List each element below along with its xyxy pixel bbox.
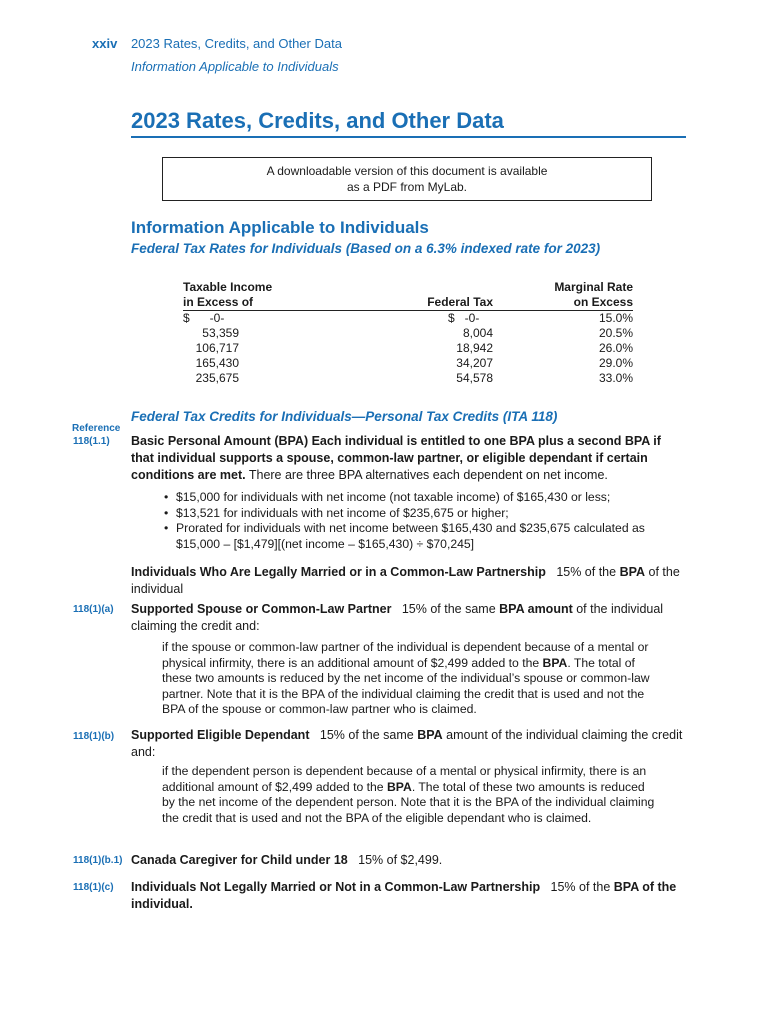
cell-tax-value: 54,578 [456, 371, 493, 385]
table-row [183, 341, 633, 356]
married-bold: Individuals Who Are Legally Married or in a Common-Law Partnership [131, 565, 546, 579]
download-notice [162, 157, 652, 201]
table-row [183, 356, 633, 371]
dependant-text1: 15% of the same [319, 728, 418, 742]
spouse-bold2: BPA amount [499, 602, 573, 616]
cell-income-value: 106,717 [195, 341, 239, 355]
cell-rate: 29.0% [598, 356, 633, 370]
cell-tax [293, 341, 493, 356]
dependant-detail-2: . The total of these two amounts is reduced by the net income of the dependent person. Note that it is the BPA of the individual claiming the credit that is used and not the BPA of the eligible dependant who is claimed. [162, 779, 655, 825]
page-number: xxiv [92, 36, 118, 51]
spouse-text2: of the individual claiming the credit and: [131, 602, 664, 633]
header-income [183, 280, 293, 311]
running-head [92, 36, 342, 51]
dependant-bold: Supported Eligible Dependant [131, 728, 310, 742]
reference-118-1-1: 118(1.1) [73, 436, 110, 447]
cell-tax [293, 311, 493, 327]
spouse-text1: 15% of the same [401, 602, 500, 616]
list-item: • Prorated for individuals with net income between $165,430 and $235,675 calculated as $15,000 – [$1,479][(net income – $165,430) ÷ $70,245] [162, 521, 682, 552]
cell-income-value: 165,430 [195, 356, 239, 370]
not-married-bold2: BPA of the individual. [131, 880, 677, 911]
table-row [183, 311, 633, 327]
reference-118-1-a: 118(1)(a) [73, 604, 114, 615]
cell-rate: 33.0% [598, 371, 633, 385]
cell-income [183, 371, 293, 386]
cell-tax [293, 326, 493, 341]
cell-rate: 20.5% [598, 326, 633, 340]
header-rate-line2: on Excess [573, 295, 633, 309]
notice-line-2: as a PDF from MyLab. [346, 180, 468, 194]
header-tax-label: Federal Tax [427, 295, 493, 309]
credits-heading: Federal Tax Credits for Individuals—Personal Tax Credits (ITA 118) [131, 409, 558, 424]
list-item: • $13,521 for individuals with net income of $235,675 or higher; [162, 506, 682, 522]
table-header-row [183, 280, 633, 311]
dependant-detail [162, 764, 659, 826]
caregiver-text: 15% of $2,499. [358, 853, 443, 867]
notice-line-1: A downloadable version of this document is available [266, 164, 548, 178]
reference-label: Reference [72, 423, 121, 434]
running-head-subtitle: Information Applicable to Individuals [131, 59, 339, 74]
cell-income-value: 53,359 [202, 326, 239, 340]
caregiver-bold: Canada Caregiver for Child under 18 [131, 853, 348, 867]
dependant-paragraph [131, 727, 687, 761]
cell-tax-value: 34,207 [456, 356, 493, 370]
married-text2: of the individual [131, 565, 680, 596]
page-title: 2023 Rates, Credits, and Other Data [131, 108, 686, 138]
cell-rate: 15.0% [598, 311, 633, 325]
not-married-bold: Individuals Not Legally Married or Not in a Common-Law Partnership [131, 880, 541, 894]
bpa-paragraph [131, 433, 687, 484]
cell-tax-value: $ -0- [448, 311, 480, 325]
spouse-detail-bold: BPA [542, 655, 568, 670]
dependant-detail-1: if the dependent person is dependent because of a mental or physical infirmity, there is an additional amount of $2,499 added to the [162, 764, 647, 794]
not-married-text: 15% of the [550, 880, 611, 894]
header-income-line1: Taxable Income [183, 280, 273, 294]
reference-118-1-c: 118(1)(c) [73, 882, 114, 893]
bpa-bold-text: Basic Personal Amount (BPA) Each individual is entitled to one BPA plus a second BPA if that individual supports a spouse, common-law partner, or eligible dependant if certain conditions are met. [131, 434, 661, 482]
running-head-title: 2023 Rates, Credits, and Other Data [130, 36, 342, 51]
header-income-line2: in Excess of [183, 295, 254, 309]
not-married-paragraph [131, 879, 687, 913]
cell-income [183, 341, 293, 356]
dependant-bold2: BPA [417, 728, 443, 742]
spouse-detail-1: if the spouse or common-law partner of the individual is dependent because of a mental or physical infirmity, there is an additional amount of $2,499 added to the [162, 640, 649, 670]
bpa-bullet-list [162, 490, 682, 552]
reference-118-1-b1: 118(1)(b.1) [73, 855, 123, 866]
reference-118-1-b: 118(1)(b) [73, 731, 115, 742]
section-heading: Information Applicable to Individuals [131, 218, 429, 237]
dependant-text2: amount of the individual claiming the credit and: [131, 728, 683, 759]
spouse-detail [162, 640, 659, 718]
header-rate-line1: Marginal Rate [554, 280, 633, 294]
spouse-detail-2: . The total of these two amounts is reduced by the net income of the individual’s spouse or common-law partner. Note that it is the BPA of the individual claiming the credit that is used and not the BPA of the spouse or common-law partner who is claimed. [162, 655, 650, 716]
spouse-paragraph [131, 601, 687, 635]
cell-income: $ -0- [183, 311, 225, 325]
cell-tax-value: 8,004 [462, 326, 493, 340]
cell-tax [293, 371, 493, 386]
married-text1: 15% of the [556, 565, 620, 579]
cell-income [183, 356, 293, 371]
cell-income-value: 235,675 [195, 371, 239, 385]
bpa-text: There are three BPA alternatives each dependent on net income. [245, 468, 608, 482]
cell-income [183, 326, 293, 341]
caregiver-paragraph [131, 852, 687, 869]
cell-rate: 26.0% [598, 341, 633, 355]
tax-rate-table [183, 280, 633, 386]
section-subheading: Federal Tax Rates for Individuals (Based on a 6.3% indexed rate for 2023) [131, 241, 601, 256]
cell-tax-value: 18,942 [456, 341, 493, 355]
married-bold2: BPA [619, 565, 646, 579]
dependant-detail-bold: BPA [386, 779, 412, 794]
cell-tax [293, 356, 493, 371]
table-row [183, 371, 633, 386]
table-row [183, 326, 633, 341]
header-tax [293, 280, 493, 311]
spouse-bold: Supported Spouse or Common-Law Partner [131, 602, 392, 616]
list-item: • $15,000 for individuals with net income (not taxable income) of $165,430 or less; [162, 490, 682, 506]
married-paragraph [131, 564, 687, 598]
header-rate [493, 280, 633, 311]
